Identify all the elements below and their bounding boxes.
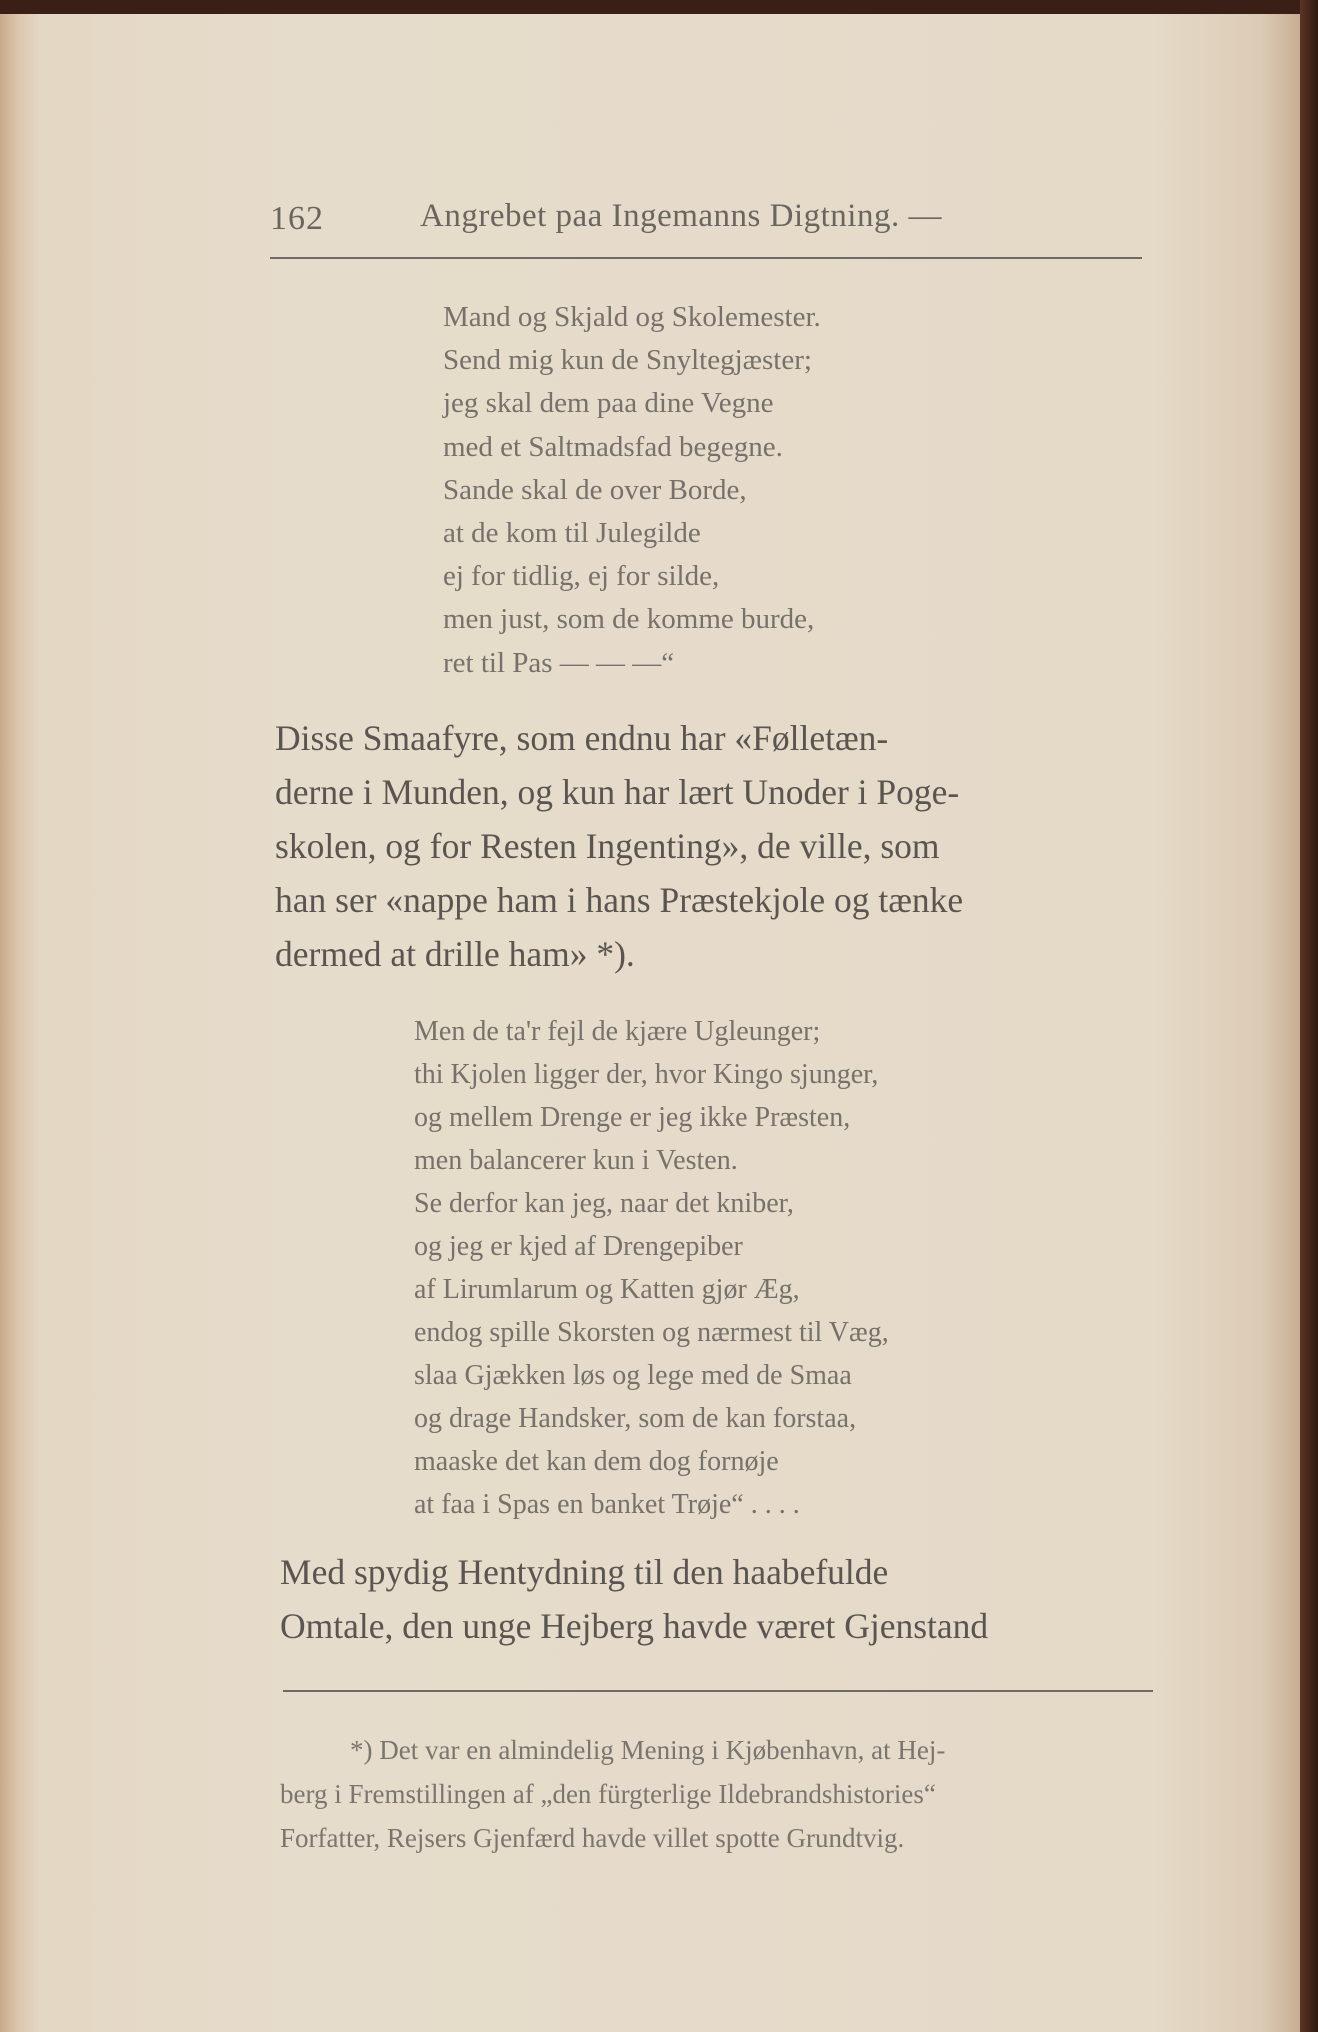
- prose-line: Med spydig Hentydning til den haabefulde: [280, 1552, 889, 1592]
- verse-line: Send mig kun de Snyltegjæster;: [443, 344, 812, 377]
- verse-line: jeg skal dem paa dine Vegne: [443, 387, 774, 420]
- prose-line: derne i Munden, og kun har lært Unoder i Poge-: [275, 772, 960, 812]
- prose-line: han ser «nappe ham i hans Præstekjole og tænke: [275, 880, 964, 920]
- verse-line: af Lirumlarum og Katten gjør Æg,: [414, 1274, 800, 1305]
- verse-block-1: [443, 296, 821, 685]
- verse-line: men just, som de komme burde,: [443, 603, 815, 636]
- prose-line: skolen, og for Resten Ingenting», de ville, som: [275, 826, 940, 866]
- prose-line: dermed at drille ham» *).: [275, 934, 635, 974]
- verse-line: ret til Pas — — —“: [443, 646, 675, 679]
- footnote-line: *) Det var en almindelig Mening i Kjøbenhavn, at Hej-: [350, 1735, 946, 1765]
- verse-line: med et Saltmadsfad begegne.: [443, 430, 783, 463]
- verse-line: endog spille Skorsten og nærmest til Væg,: [414, 1317, 889, 1348]
- verse-line: Men de ta'r fejl de kjære Ugleunger;: [414, 1016, 821, 1047]
- page-header: [270, 190, 1140, 250]
- footnote: [280, 1728, 945, 1860]
- prose-line: Omtale, den unge Hejberg havde været Gjenstand: [280, 1606, 989, 1646]
- footnote-rule: [283, 1690, 1153, 1692]
- paragraph-1: [275, 711, 963, 981]
- verse-line: Mand og Skjald og Skolemester.: [443, 301, 821, 333]
- header-rule: [270, 257, 1142, 259]
- verse-line: Se derfor kan jeg, naar det kniber,: [414, 1188, 794, 1219]
- verse-line: ej for tidlig, ej for silde,: [443, 560, 720, 593]
- verse-line: og jeg er kjed af Drengepiber: [414, 1231, 743, 1262]
- footnote-line: Forfatter, Rejsers Gjenfærd havde villet spotte Grundtvig.: [280, 1823, 905, 1853]
- page-number: 162: [270, 200, 324, 237]
- verse-line: thi Kjolen ligger der, hvor Kingo sjunger,: [414, 1059, 879, 1090]
- verse-line: at faa i Spas en banket Trøje“ . . . .: [414, 1489, 800, 1520]
- verse-line: og drage Handsker, som de kan forstaa,: [414, 1403, 857, 1434]
- verse-line: slaa Gjækken løs og lege med de Smaa: [414, 1360, 852, 1391]
- paragraph-2: [280, 1545, 988, 1653]
- book-edge: [1300, 0, 1318, 2032]
- verse-line: men balancerer kun i Vesten.: [414, 1145, 738, 1176]
- running-title: Angrebet paa Ingemanns Digtning. —: [420, 198, 942, 234]
- verse-line: og mellem Drenge er jeg ikke Præsten,: [414, 1102, 851, 1133]
- book-page: [0, 14, 1300, 2032]
- footnote-line: berg i Fremstillingen af „den fürgterlige Ildebrandshistories“: [280, 1779, 936, 1809]
- verse-line: Sande skal de over Borde,: [443, 473, 747, 506]
- verse-line: maaske det kan dem dog fornøje: [414, 1446, 779, 1477]
- prose-line: Disse Smaafyre, som endnu har «Følletæn-: [275, 718, 889, 758]
- verse-line: at de kom til Julegilde: [443, 517, 701, 550]
- verse-block-2: [414, 1010, 889, 1526]
